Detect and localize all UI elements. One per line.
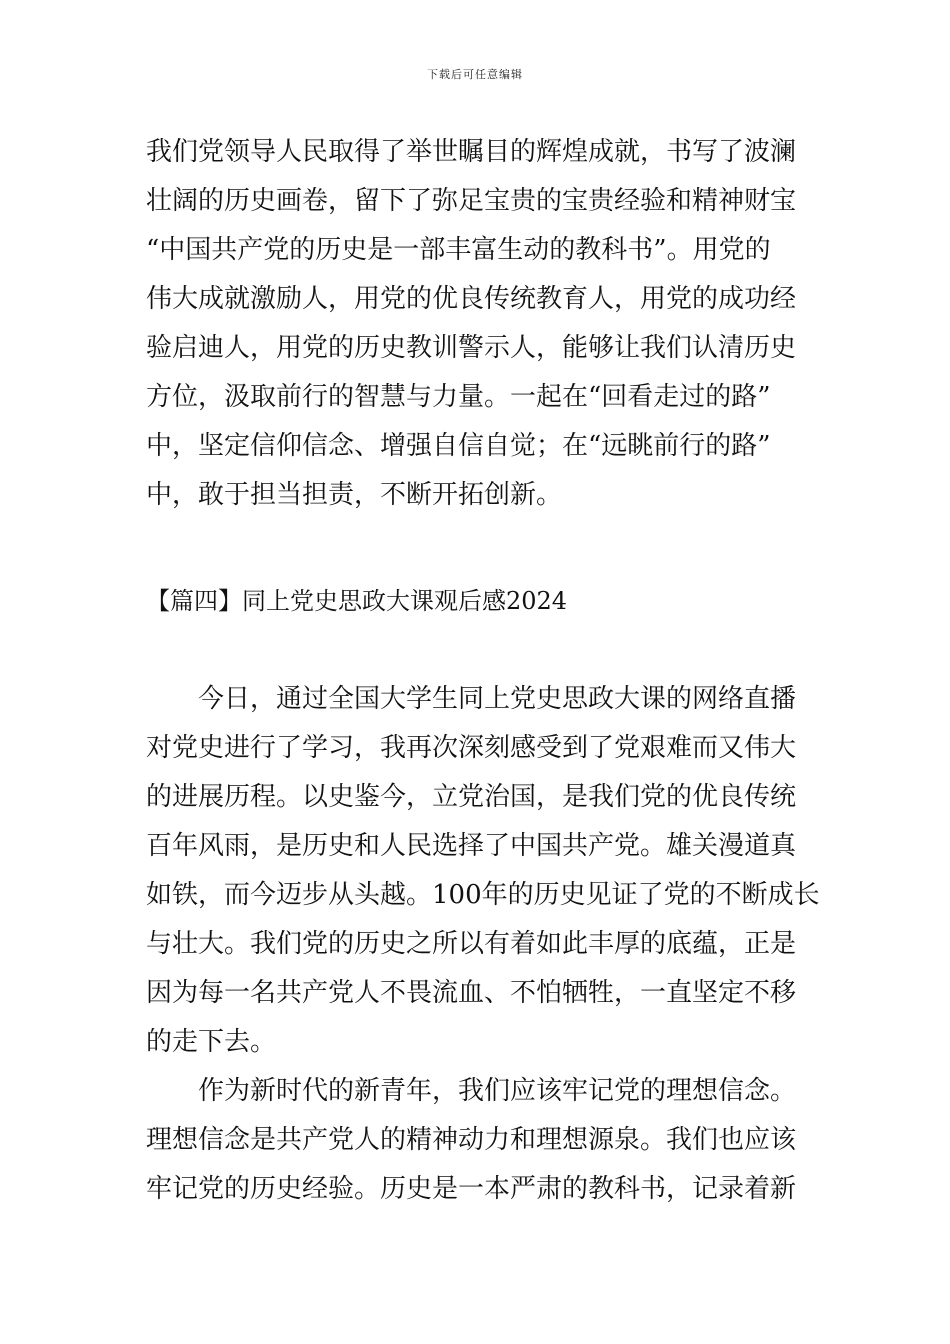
text-line: 中，敢于担当担责，不断开拓创新。 [146,480,563,510]
text-line: 中，坚定信仰信念、增强自信自觉；在“远眺前行的路” [146,431,771,461]
text-line: 我们党领导人民取得了举世瞩目的辉煌成就，书写了波澜 [146,137,797,167]
text-line: 验启迪人，用党的历史教训警示人，能够让我们认清历史 [146,333,797,363]
body-paragraphs [146,675,820,1214]
text-line: 理想信念是共产党人的精神动力和理想源泉。我们也应该 [146,1125,797,1155]
text-line: “中国共产党的历史是一部丰富生动的教科书”。用党的 [146,235,771,265]
page-header: 下载后可任意编辑 [427,68,523,81]
section-heading: 【篇四】同上党史思政大课观后感2024 [146,587,568,615]
text-line: 牢记党的历史经验。历史是一本严肃的教科书，记录着新 [146,1174,797,1204]
text-line: 伟大成就激励人，用党的优良传统教育人，用党的成功经 [146,284,797,314]
text-line: 今日，通过全国大学生同上党史思政大课的网络直播 [198,684,797,714]
text-line: 对党史进行了学习，我再次深刻感受到了党艰难而又伟大 [146,733,797,763]
text-line: 壮阔的历史画卷，留下了弥足宝贵的宝贵经验和精神财宝 [146,186,797,216]
text-line: 方位，汲取前行的智慧与力量。一起在“回看走过的路” [146,382,771,412]
text-line: 作为新时代的新青年，我们应该牢记党的理想信念。 [198,1076,797,1106]
text-line: 的进展历程。以史鉴今，立党治国，是我们党的优良传统 [146,782,797,812]
intro-paragraph [146,128,806,520]
text-line: 的走下去。 [146,1027,277,1057]
text-line: 与壮大。我们党的历史之所以有着如此丰厚的底蕴，正是 [146,929,797,959]
text-line: 因为每一名共产党人不畏流血、不怕牺牲，一直坚定不移 [146,978,797,1008]
text-line: 百年风雨，是历史和人民选择了中国共产党。雄关漫道真 [146,831,797,861]
text-line: 如铁，而今迈步从头越。100年的历史见证了党的不断成长 [146,880,820,910]
